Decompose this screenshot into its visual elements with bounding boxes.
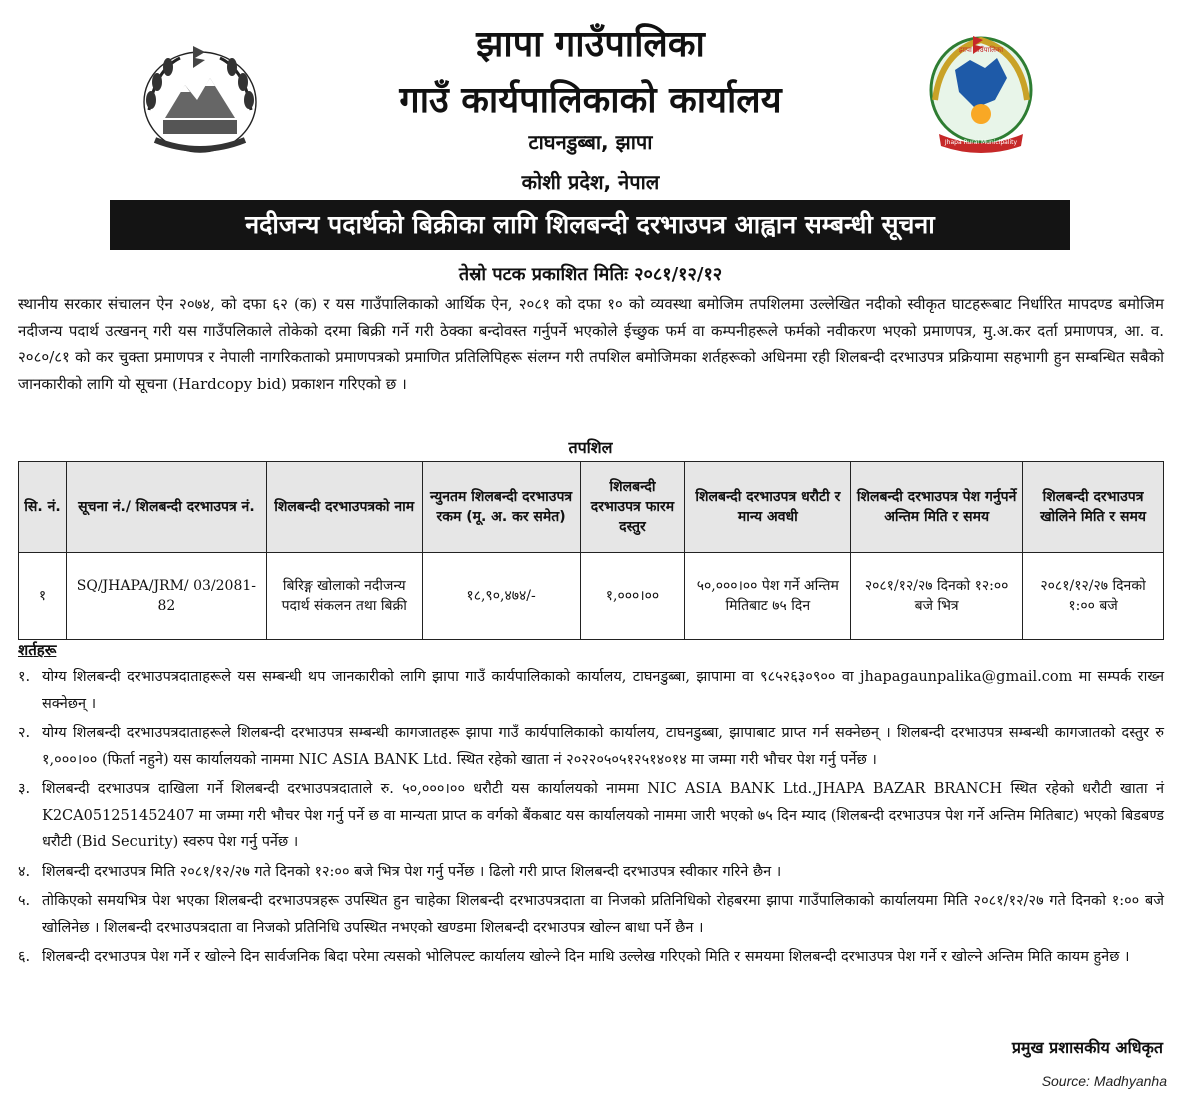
condition-text: योग्य शिलबन्दी दरभाउपत्रदाताहरूले शिलबन्दी दरभाउपत्र सम्बन्धी कागजातहरू झापा गाउँ कार्यपालिकाको कार्यालय, टाघनडुब्बा, झापाबाट प्राप्त गर्न सक्नेछन् । शिलबन्दी दरभाउपत्र सम्बन्धी कागजातको दस्तुर रु १,०००।०० (फिर्ता नहुने) यस कार्यालयको नाममा NIC ASIA BANK Ltd. स्थित रहेको खाता नं २०२२०५०५१२५१४०१४ मा जम्मा गरी भौचर पेश गर्नु पर्नेछ । <box>42 725 1164 768</box>
cell-sn: १ <box>19 553 67 640</box>
cell-opening: २०८१/१२/२७ दिनको १:०० बजे <box>1023 553 1164 640</box>
condition-number: ५. <box>18 893 31 909</box>
cell-submit-deadline: २०८१/१२/२७ दिनको १२:०० बजे भित्र <box>851 553 1023 640</box>
list-item <box>18 720 1164 773</box>
cell-deposit: ५०,०००।०० पेश गर्ने अन्तिम मितिबाट ७५ दिन <box>685 553 851 640</box>
table-header-row <box>19 462 1164 553</box>
office-name: गाउँ कार्यपालिकाको कार्यालय <box>399 80 782 121</box>
conditions-list <box>18 664 1164 974</box>
table-row <box>19 553 1164 640</box>
bid-schedule-table <box>18 461 1164 640</box>
cell-form-fee: १,०००।०० <box>580 553 685 640</box>
list-item <box>18 664 1164 717</box>
condition-text: तोकिएको समयभित्र पेश भएका शिलबन्दी दरभाउपत्रहरू उपस्थित हुन चाहेका शिलबन्दी दरभाउपत्रदाता वा निजको प्रतिनिधिको रोहबरमा झापा गाउँपालिकाको कार्यालयमा मिति २०८१/१२/२७ गते दिनको १:०० बजे खोलिनेछ । शिलबन्दी दरभाउपत्रदाता वा निजको प्रतिनिधि उपस्थित नभएको खण्डमा शिलबन्दी दरभाउपत्र खोल्न बाधा पर्ने छैन । <box>42 893 1164 936</box>
col-header-bid-name: शिलबन्दी दरभाउपत्रको नाम <box>266 462 422 553</box>
list-item <box>18 776 1164 856</box>
condition-text: शिलबन्दी दरभाउपत्र मिति २०८१/१२/२७ गते दिनको १२:०० बजे भित्र पेश गर्नु पर्नेछ । ढिलो गरी प्राप्त शिलबन्दी दरभाउपत्र स्वीकार गरिने छैन । <box>42 863 782 880</box>
col-header-form-fee: शिलबन्दी दरभाउपत्र फारम दस्तुर <box>580 462 685 553</box>
condition-number: १. <box>18 669 31 685</box>
source-credit: Source: Madhyanha <box>1041 1073 1167 1089</box>
condition-text: शिलबन्दी दरभाउपत्र दाखिला गर्ने शिलबन्दी दरभाउपत्रदाताले रु. ५०,०००।०० धरौटी यस कार्यालयको नाममा NIC ASIA BANK Ltd.,JHAPA BAZAR BRANCH स्थित रहेको धरौटी खाता नं K2CA051251452407 मा जम्मा गरी भौचर पेश गर्नु पर्ने छ वा मान्यता प्राप्त क वर्गको बैंकबाट यस कार्यालयको नाममा जारी भएको ७५ दिन म्याद (शिलबन्दी दरभाउपत्र पेश गर्ने अन्तिम मितिबाट) भएको बिडबण्ड धरौटी (Bid Security) स्वरुप पेश गर्नु पर्नेछ । <box>42 781 1164 850</box>
col-header-sn: सि. नं. <box>19 462 67 553</box>
conditions-heading: शर्तहरू <box>18 641 57 659</box>
cell-notice-no: SQ/JHAPA/JRM/ 03/2081-82 <box>66 553 266 640</box>
list-item <box>18 888 1164 941</box>
jhapa-municipality-logo-icon <box>925 30 1037 158</box>
intro-paragraph: स्थानीय सरकार संचालन ऐन २०७४, को दफा ६२ (क) र यस गाउँपालिकाको आर्थिक ऐन, २०८१ को दफा १० को व्यवस्था बमोजिम तपशिलमा उल्लेखित नदीको स्वीकृत घाटहरूबाट निर्धारित मापदण्ड बमोजिम नदीजन्य पदार्थ उत्खनन् गरी यस गाउँपलिकाले तोकेको दरमा बिक्री गर्ने गरी ठेक्का बन्दोवस्त गर्नुपर्ने भएकोले ईच्छुक फर्म वा कम्पनीहरूले फर्मको नवीकरण भएको प्रमाणपत्र, मु.अ.कर दर्ता प्रमाणपत्र, आ. व. २०८०/८१ को कर चुक्ता प्रमाणपत्र र नेपाली नागरिकताको प्रमाणपत्रको प्रमाणित प्रतिलिपिहरू संलग्न गरी तपशिल बमोजिमका शर्तहरूको अधिनमा रही शिलबन्दी दरभाउपत्र प्रक्रियामा सहभागी हुन सम्बन्धित सबैको जानकारीको लागि यो सूचना (Hardcopy bid) प्रकाशन गरिएको छ । <box>18 295 1164 393</box>
condition-number: ३. <box>18 781 31 797</box>
condition-number: ४. <box>18 863 31 880</box>
col-header-min-amount: न्युनतम शिलबन्दी दरभाउपत्र रकम (मू. अ. कर समेत) <box>422 462 580 553</box>
address-line-1: टाघनडुब्बा, झापा <box>528 130 653 154</box>
cell-min-amount: १८,९०,४७४/- <box>422 553 580 640</box>
col-header-opening: शिलबन्दी दरभाउपत्र खोलिने मिति र समय <box>1023 462 1164 553</box>
col-header-submit-deadline: शिलबन्दी दरभाउपत्र पेश गर्नुपर्ने अन्तिम मिति र समय <box>851 462 1023 553</box>
cell-bid-name: बिरिङ्ग खोलाको नदीजन्य पदार्थ संकलन तथा बिक्री <box>266 553 422 640</box>
right-logo-text-top: झापा गाउँपालिका <box>958 46 1004 54</box>
publication-date: तेस्रो पटक प्रकाशित मितिः २०८१/१२/१२ <box>458 264 723 285</box>
col-header-deposit: शिलबन्दी दरभाउपत्र धरौटी र मान्य अवधी <box>685 462 851 553</box>
condition-text: शिलबन्दी दरभाउपत्र पेश गर्ने र खोल्ने दिन सार्वजनिक बिदा परेमा त्यसको भोलिपल्ट कार्यालय खोल्ने दिन माथि उल्लेख गरिएको मिति र समयमा शिलबन्दी दरभाउपत्र पेश गर्ने र खोल्ने अन्तिम मिति कायम हुनेछ । <box>42 949 1130 965</box>
col-header-notice-no: सूचना नं./ शिलबन्दी दरभाउपत्र नं. <box>66 462 266 553</box>
address-line-2: कोशी प्रदेश, नेपाल <box>521 170 660 194</box>
list-item <box>18 859 1164 886</box>
list-item <box>18 944 1164 971</box>
condition-text: योग्य शिलबन्दी दरभाउपत्रदाताहरूले यस सम्बन्धी थप जानकारीको लागि झापा गाउँ कार्यपालिकाको कार्यालय, टाघनडुब्बा, झापामा वा ९८५२६३०९०० वा jhapagaunpalika@gmail.com मा सम्पर्क राख्न सक्नेछन् । <box>42 669 1164 712</box>
schedule-title: तपशिल <box>568 438 613 457</box>
notice-header <box>0 0 1181 200</box>
right-logo-text-bottom: Jhapa Rural Municipality <box>944 139 1018 146</box>
condition-number: २. <box>18 725 31 741</box>
condition-number: ६. <box>18 949 31 965</box>
notice-title-banner: नदीजन्य पदार्थको बिक्रीका लागि शिलबन्दी दरभाउपत्र आह्वान सम्बन्धी सूचना <box>110 200 1070 250</box>
signature-designation: प्रमुख प्रशासकीय अधिकृत <box>1011 1038 1163 1057</box>
municipality-name: झापा गाउँपालिका <box>476 24 705 65</box>
